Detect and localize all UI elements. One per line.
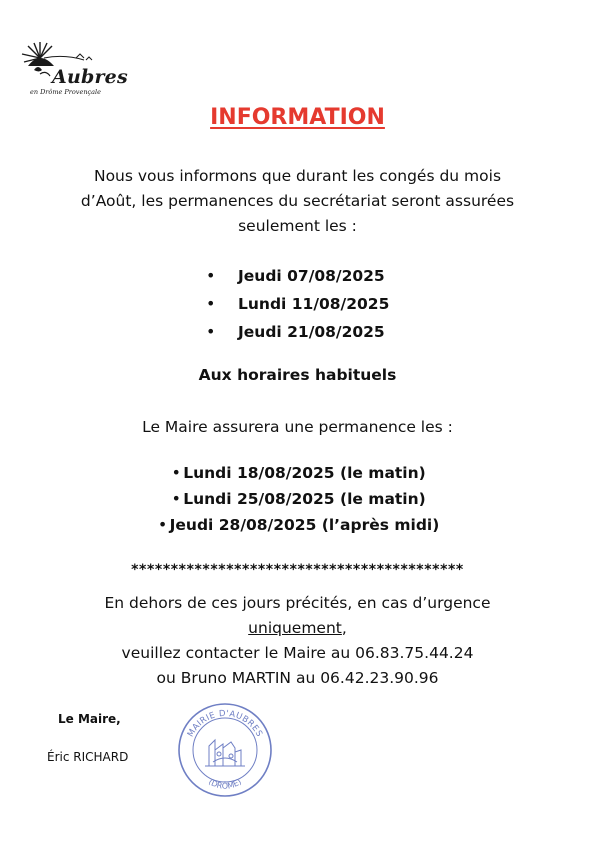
list-item xyxy=(206,262,389,290)
emergency-line-4: ou Bruno MARTIN au 06.42.23.90.96 xyxy=(156,669,439,687)
maire-dates-list xyxy=(0,460,595,538)
date-text: Lundi 11/08/2025 xyxy=(238,295,390,313)
list-item xyxy=(0,512,595,538)
intro-line-3: seulement les : xyxy=(238,217,357,235)
mairie-stamp xyxy=(175,700,275,800)
commune-logo xyxy=(14,36,128,100)
list-item xyxy=(0,460,595,486)
bullet-icon: • xyxy=(206,294,216,313)
signature-title: Le Maire, xyxy=(58,712,121,726)
logo-name: Aubres xyxy=(52,66,128,88)
hours-note: Aux horaires habituels xyxy=(198,366,397,384)
separator-line: ****************************************** xyxy=(131,562,464,578)
date-text: Jeudi 21/08/2025 xyxy=(238,323,385,341)
bullet-icon: • xyxy=(171,463,181,482)
bullet-icon: • xyxy=(157,515,168,534)
svg-text:(DRÔME): (DRÔME) xyxy=(206,777,244,791)
intro-line-1: Nous vous informons que durant les congés du mois xyxy=(93,167,502,185)
list-item xyxy=(206,318,389,346)
bullet-icon: • xyxy=(206,322,216,341)
bullet-icon: • xyxy=(171,489,181,508)
svg-text:MAIRIE D'AUBRES: MAIRIE D'AUBRES xyxy=(185,708,265,739)
intro-paragraph xyxy=(30,164,565,239)
list-item xyxy=(206,290,389,318)
date-text: Lundi 18/08/2025 (le matin) xyxy=(183,464,426,482)
date-text: Lundi 25/08/2025 (le matin) xyxy=(183,490,426,508)
list-item xyxy=(0,486,595,512)
emergency-line-2 xyxy=(0,616,595,641)
logo-tagline: en Drôme Provençale xyxy=(30,88,101,96)
page-title: INFORMATION xyxy=(210,105,385,130)
date-text: Jeudi 28/08/2025 (l’après midi) xyxy=(169,516,440,534)
intro-line-2: d’Août, les permanences du secrétariat seront assurées xyxy=(80,192,515,210)
date-text: Jeudi 07/08/2025 xyxy=(238,267,385,285)
emergency-paragraph xyxy=(0,591,595,691)
emergency-line-3: veuillez contacter le Maire au 06.83.75.44.24 xyxy=(121,644,474,662)
stamp-seal-icon xyxy=(175,700,275,800)
signature-name: Éric RICHARD xyxy=(47,750,129,764)
secretariat-dates-list xyxy=(206,262,389,346)
emphasis-word: uniquement xyxy=(248,619,342,637)
emphasis-suffix: , xyxy=(341,619,347,637)
maire-intro: Le Maire assurera une permanence les : xyxy=(142,418,453,436)
emergency-line-1: En dehors de ces jours précités, en cas d’urgence xyxy=(104,594,491,612)
bullet-icon: • xyxy=(206,266,216,285)
